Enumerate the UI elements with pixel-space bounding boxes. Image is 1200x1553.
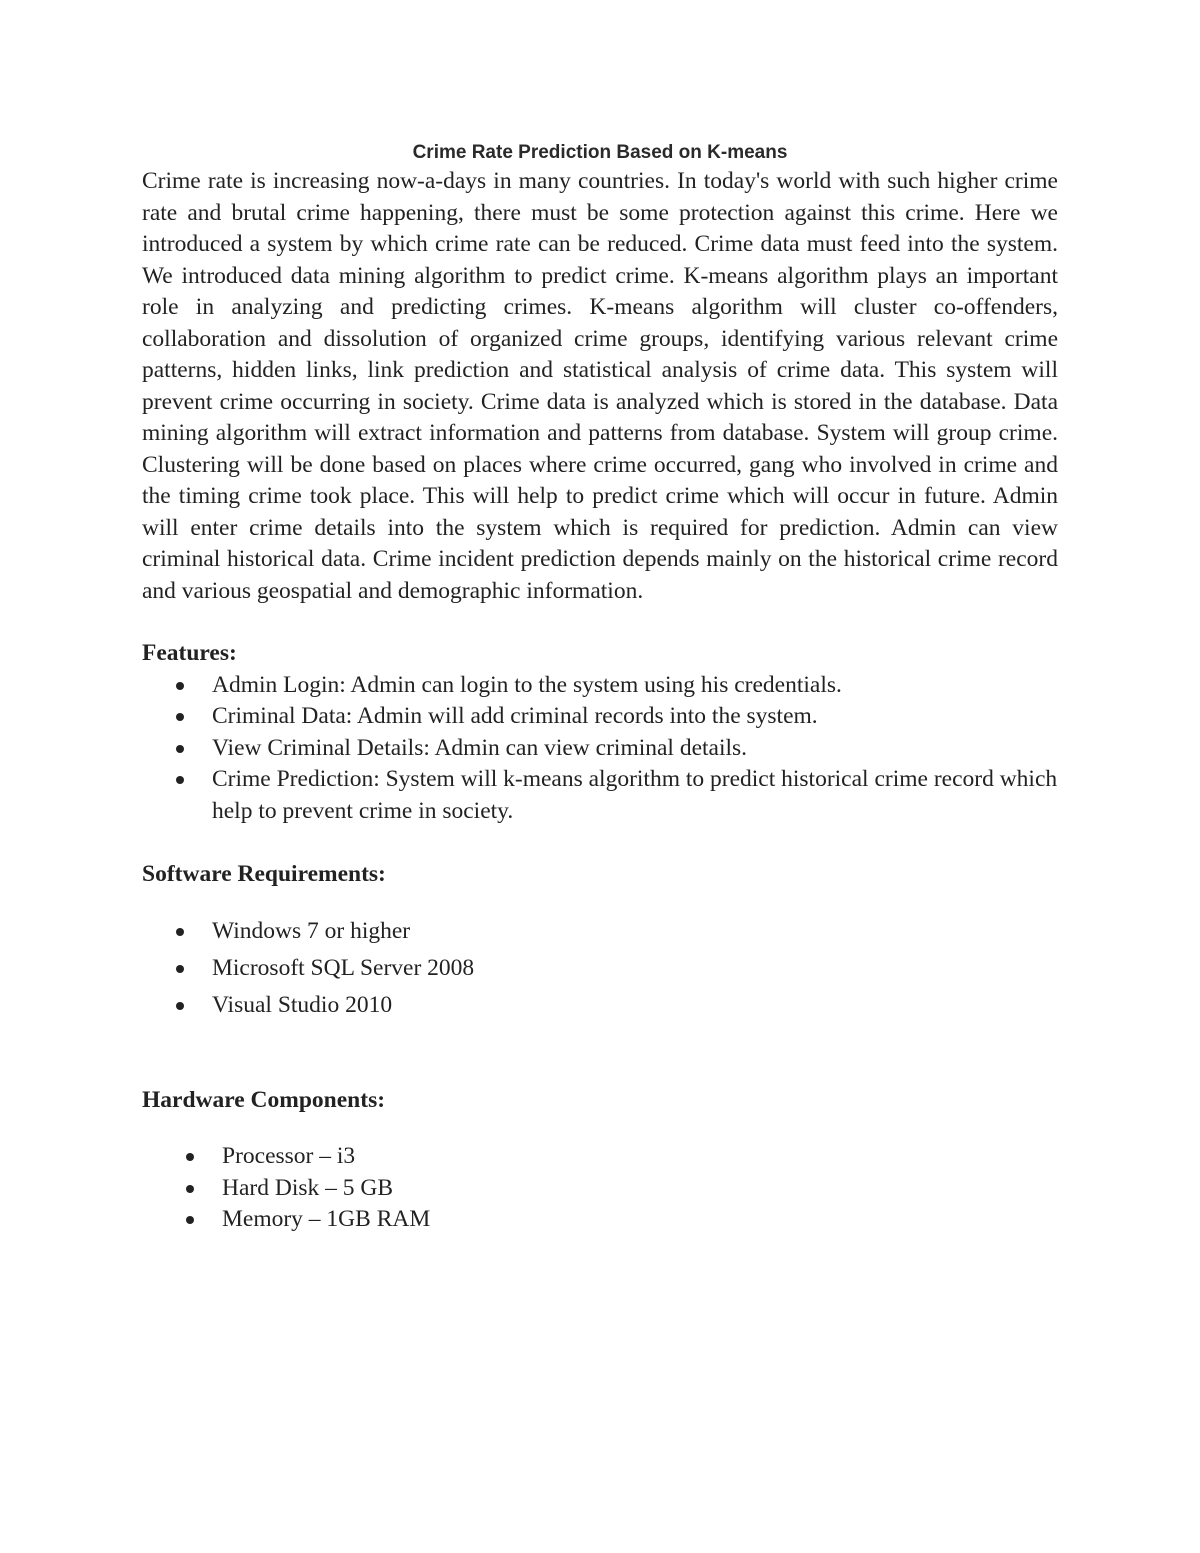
bullet-icon [176,745,184,753]
software-item-text: Visual Studio 2010 [212,991,393,1018]
hardware-heading: Hardware Components: [142,1086,386,1113]
list-item [142,764,1058,827]
list-item [142,733,1058,765]
hardware-item-text: Memory – 1GB RAM [222,1206,431,1232]
features-item-text: Criminal Data: Admin will add criminal records into the system. [212,703,818,729]
bullet-icon [176,776,184,784]
bullet-icon [176,682,184,690]
spacer [142,891,1058,913]
features-item-text: Admin Login: Admin can login to the system using his credentials. [212,671,842,698]
bullet-icon [176,1002,184,1010]
bullet-icon [186,1153,194,1161]
bullet-icon [176,965,184,973]
software-item-text: Windows 7 or higher [212,917,411,944]
document-title: Crime Rate Prediction Based on K-means [412,142,788,163]
list-item [142,987,1058,1024]
spacer [142,1116,1058,1141]
bullet-icon [186,1185,194,1193]
spacer [142,827,1058,859]
features-heading: Features: [142,640,237,666]
bullet-icon [186,1216,194,1224]
hardware-item-text: Hard Disk – 5 GB [222,1174,394,1201]
list-item [142,1173,1058,1205]
intro-paragraph: Crime rate is increasing now-a-days in many countries. In today's world with such higher crime rate and brutal crime happening, there must be some protection against this crime. Here we introduced a system by which crime rate can be reduced. Crime data must feed into the system. We introduced data mining algorithm to predict crime. K-means algorithm plays an important role in analyzing and predicting crimes. K-means algorithm will cluster co-offenders, collaboration and dissolution of organized crime groups, identifying various relevant crime patterns, hidden links, link prediction and statistical analysis of crime data. This system will prevent crime occurring in society. Crime data is analyzed which is stored in the database. Data mining algorithm will extract information and patterns from database. System will group crime. Clustering will be done based on places where crime occurred, gang who involved in crime and the timing crime took place. This will help to predict crime which will occur in future. Admin will enter crime details into the system which is required for prediction. Admin can view criminal historical data. Crime incident prediction depends mainly on the historical crime record and various geospatial and demographic information. [142,168,1058,604]
software-heading: Software Requirements: [142,861,386,887]
list-item [142,701,1058,733]
features-item-text: View Criminal Details: Admin can view criminal details. [212,734,748,761]
software-list [142,913,1058,1024]
hardware-item-text: Processor – i3 [222,1143,356,1169]
features-list [142,670,1058,828]
spacer [142,607,1058,638]
list-item [142,1141,1058,1173]
list-item [142,670,1058,702]
bullet-icon [176,928,184,936]
hardware-list [142,1141,1058,1236]
list-item [142,950,1058,987]
list-item [142,913,1058,950]
document-body [142,166,1058,1236]
bullet-icon [176,713,184,721]
features-item-text: Crime Prediction: System will k-means algorithm to predict historical crime record which help to prevent crime in society. [212,766,1058,824]
list-item [142,1204,1058,1236]
software-item-text: Microsoft SQL Server 2008 [212,954,475,981]
spacer [142,1024,1058,1085]
